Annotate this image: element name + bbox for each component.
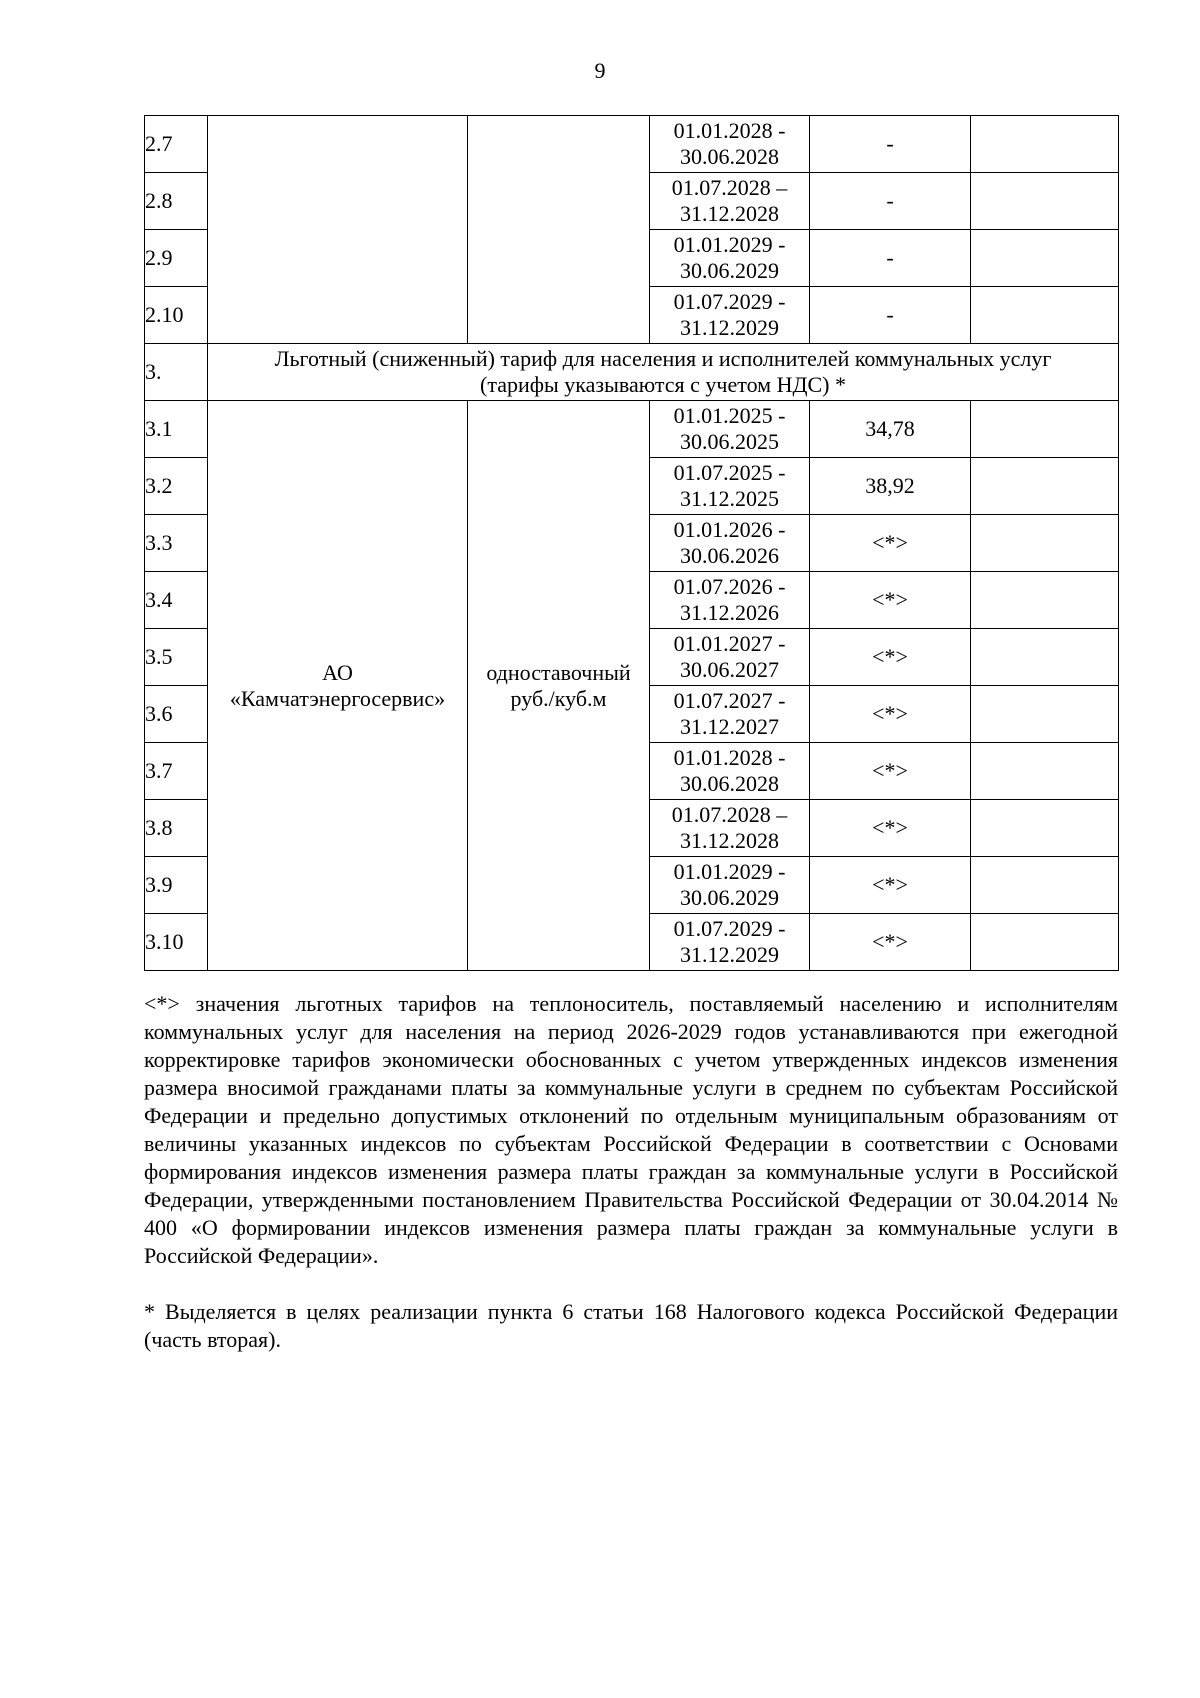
organization-line1: АО bbox=[322, 659, 353, 685]
empty-cell bbox=[971, 686, 1119, 743]
table-row bbox=[145, 116, 1119, 173]
tariff-value: <*> bbox=[810, 686, 971, 743]
period-cell bbox=[650, 857, 810, 914]
period-start: 01.07.2027 - bbox=[673, 688, 786, 713]
tariff-value: <*> bbox=[810, 572, 971, 629]
row-number: 3.7 bbox=[145, 743, 208, 800]
period-end: 31.12.2025 bbox=[680, 486, 779, 511]
tariff-value: 34,78 bbox=[810, 401, 971, 458]
period-cell bbox=[650, 230, 810, 287]
period-start: 01.01.2026 - bbox=[673, 517, 786, 542]
tariff-value: <*> bbox=[810, 743, 971, 800]
page-number: 9 bbox=[594, 58, 606, 83]
period-cell bbox=[650, 458, 810, 515]
tariff-value: - bbox=[810, 116, 971, 173]
tariff-type-line2: руб./куб.м bbox=[510, 685, 607, 711]
row-number: 3.3 bbox=[145, 515, 208, 572]
period-cell bbox=[650, 287, 810, 344]
row-number: 3.1 bbox=[145, 401, 208, 458]
row-number: 3.2 bbox=[145, 458, 208, 515]
tariff-value: - bbox=[810, 173, 971, 230]
empty-cell bbox=[971, 401, 1119, 458]
table-row bbox=[145, 401, 1119, 458]
empty-cell bbox=[971, 800, 1119, 857]
period-end: 31.12.2028 bbox=[680, 828, 779, 853]
tariff-type-line1: одноставочный bbox=[486, 659, 631, 685]
empty-cell bbox=[971, 743, 1119, 800]
empty-cell bbox=[971, 914, 1119, 971]
period-cell bbox=[650, 743, 810, 800]
tariff-value: <*> bbox=[810, 914, 971, 971]
empty-cell bbox=[971, 116, 1119, 173]
period-end: 31.12.2026 bbox=[680, 600, 779, 625]
row-number: 3.5 bbox=[145, 629, 208, 686]
empty-cell bbox=[971, 572, 1119, 629]
row-number: 3.10 bbox=[145, 914, 208, 971]
period-start: 01.07.2029 - bbox=[673, 916, 786, 941]
tariff-value: <*> bbox=[810, 629, 971, 686]
empty-cell bbox=[971, 287, 1119, 344]
row-number: 3.9 bbox=[145, 857, 208, 914]
period-start: 01.07.2025 - bbox=[673, 460, 786, 485]
period-end: 31.12.2029 bbox=[680, 315, 779, 340]
empty-cell bbox=[971, 857, 1119, 914]
row-number: 3.6 bbox=[145, 686, 208, 743]
section-title bbox=[208, 344, 1119, 401]
period-end: 30.06.2028 bbox=[680, 144, 779, 169]
row-number: 2.7 bbox=[145, 116, 208, 173]
organization-cell bbox=[208, 401, 468, 971]
period-end: 30.06.2028 bbox=[680, 771, 779, 796]
section-title-line1: Льготный (сниженный) тариф для населения и исполнителей коммунальных услуг bbox=[274, 346, 1052, 371]
empty-cell bbox=[971, 629, 1119, 686]
period-end: 30.06.2026 bbox=[680, 543, 779, 568]
period-cell bbox=[650, 515, 810, 572]
tariff-value: 38,92 bbox=[810, 458, 971, 515]
footnote-vat: * Выделяется в целях реализации пункта 6 статьи 168 Налогового кодекса Российской Федерации (часть вторая). bbox=[144, 1299, 1118, 1352]
period-start: 01.01.2027 - bbox=[673, 631, 786, 656]
organization-cell-empty bbox=[208, 116, 468, 344]
tariff-value: <*> bbox=[810, 515, 971, 572]
footnote-preferential-tariffs: <*> значения льготных тарифов на теплоноситель, поставляемый населению и исполнителям коммунальных услуг для населения на период 2026-2029 годов устанавливаются при ежегодной корректировке тарифов экономически обоснованных с учетом утвержденных индексов изменения размера вносимой гражданами платы за коммунальные услуги в среднем по субъектам Российской Федерации и предельно допустимых отклонений по отдельным муниципальным образованиям от величины указанных индексов по субъектам Российской Федерации в соответствии с Основами формирования индексов изменения размера платы граждан за коммунальные услуги в Российской Федерации, утвержденными постановлением Правительства Российской Федерации от 30.04.2014 № 400 «О формировании индексов изменения размера платы граждан за коммунальные услуги в Российской Федерации». bbox=[144, 991, 1118, 1268]
period-start: 01.07.2029 - bbox=[673, 289, 786, 314]
period-start: 01.07.2028 – bbox=[671, 802, 788, 827]
period-end: 30.06.2027 bbox=[680, 657, 779, 682]
period-end: 31.12.2027 bbox=[680, 714, 779, 739]
period-start: 01.07.2028 – bbox=[671, 175, 788, 200]
period-start: 01.01.2029 - bbox=[673, 232, 786, 257]
period-start: 01.01.2028 - bbox=[673, 745, 786, 770]
period-start: 01.07.2026 - bbox=[673, 574, 786, 599]
section-title-line2: (тарифы указываются с учетом НДС) * bbox=[480, 372, 846, 397]
organization-line2: «Камчатэнергосервис» bbox=[229, 685, 446, 711]
period-cell bbox=[650, 800, 810, 857]
row-number: 2.9 bbox=[145, 230, 208, 287]
period-cell bbox=[650, 629, 810, 686]
period-cell bbox=[650, 914, 810, 971]
period-cell bbox=[650, 401, 810, 458]
row-number: 2.10 bbox=[145, 287, 208, 344]
row-number: 3.8 bbox=[145, 800, 208, 857]
empty-cell bbox=[971, 230, 1119, 287]
tariff-value: <*> bbox=[810, 857, 971, 914]
section-number: 3. bbox=[145, 344, 208, 401]
period-end: 31.12.2028 bbox=[680, 201, 779, 226]
tariff-type-cell bbox=[468, 401, 650, 971]
empty-cell bbox=[971, 173, 1119, 230]
tariff-value: - bbox=[810, 287, 971, 344]
period-cell bbox=[650, 173, 810, 230]
period-start: 01.01.2029 - bbox=[673, 859, 786, 884]
tariff-value: <*> bbox=[810, 800, 971, 857]
period-cell bbox=[650, 686, 810, 743]
period-end: 30.06.2025 bbox=[680, 429, 779, 454]
section-header-row bbox=[145, 344, 1119, 401]
empty-cell bbox=[971, 458, 1119, 515]
tariff-table bbox=[144, 115, 1119, 971]
period-start: 01.01.2025 - bbox=[673, 403, 786, 428]
period-start: 01.01.2028 - bbox=[673, 118, 786, 143]
row-number: 3.4 bbox=[145, 572, 208, 629]
period-cell bbox=[650, 572, 810, 629]
tariff-type-cell-empty bbox=[468, 116, 650, 344]
period-end: 31.12.2029 bbox=[680, 942, 779, 967]
period-end: 30.06.2029 bbox=[680, 258, 779, 283]
period-end: 30.06.2029 bbox=[680, 885, 779, 910]
period-cell bbox=[650, 116, 810, 173]
tariff-value: - bbox=[810, 230, 971, 287]
row-number: 2.8 bbox=[145, 173, 208, 230]
empty-cell bbox=[971, 515, 1119, 572]
